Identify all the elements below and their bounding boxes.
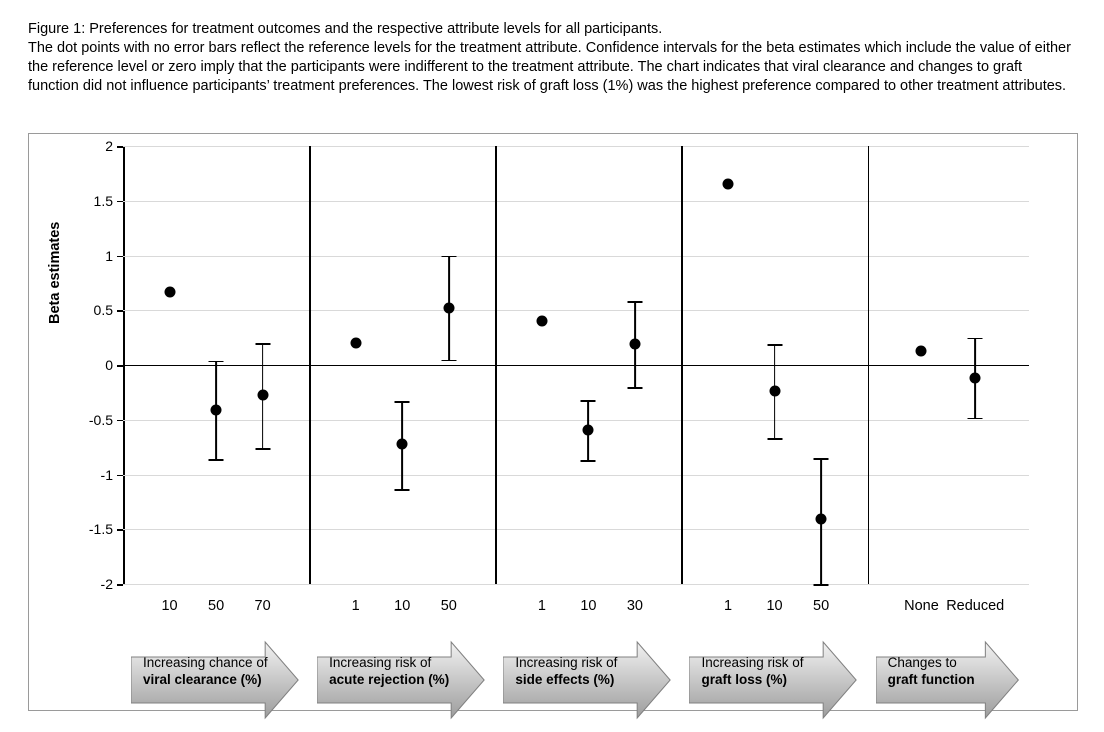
group-arrow-label: Changes to graft function	[887, 655, 975, 687]
y-axis-tick-label: 1.5	[93, 192, 113, 209]
group-arrow-label: Increasing chance of viral clearance (%)	[143, 655, 268, 687]
zero-line	[123, 365, 1029, 367]
y-axis-tick-label: -1	[100, 466, 113, 483]
error-bar-cap	[767, 438, 782, 440]
x-axis-tick-label: 1	[351, 598, 360, 614]
error-bar-cap	[627, 387, 642, 389]
error-bar-cap	[581, 460, 596, 462]
gridline	[123, 146, 1029, 147]
x-axis-tick-label: None	[904, 598, 939, 614]
x-axis-tick-label: 30	[626, 598, 644, 614]
x-axis-tick-label: 50	[440, 598, 457, 614]
data-point	[211, 404, 222, 415]
y-axis-tick-label: 2	[105, 138, 113, 154]
x-axis-tick-label: 10	[394, 598, 411, 614]
data-point	[723, 179, 734, 190]
error-bar-cap	[209, 361, 224, 363]
x-axis-tick-label: 70	[254, 598, 271, 614]
gridline	[123, 201, 1029, 202]
y-axis-title: Beta estimates	[47, 221, 63, 324]
y-axis-tick-label: 0	[105, 357, 113, 373]
group-arrow-label: Increasing risk of acute rejection (%)	[329, 655, 450, 687]
group-arrow	[876, 640, 1019, 720]
group-arrow	[317, 640, 485, 720]
error-bar-cap	[581, 400, 596, 402]
data-point	[443, 303, 454, 314]
y-axis-tick	[117, 146, 123, 148]
error-bar-cap	[395, 401, 410, 403]
x-axis-tick-label: 10	[580, 598, 597, 614]
y-axis-tick	[117, 201, 123, 203]
error-bar-cap	[767, 344, 782, 346]
gridline	[123, 529, 1029, 530]
x-axis-tick-label: 50	[813, 598, 830, 614]
plot-area	[88, 138, 1029, 687]
chart-container	[28, 133, 1078, 711]
y-axis-tick	[117, 420, 123, 422]
group-separator	[495, 146, 497, 584]
figure-caption	[28, 20, 1076, 96]
error-bar-cap	[968, 418, 983, 420]
error-bar-cap	[441, 256, 456, 258]
y-axis-tick	[117, 256, 123, 258]
data-point	[769, 386, 780, 397]
data-point	[257, 389, 268, 400]
group-separator	[868, 146, 870, 584]
gridline	[123, 584, 1029, 585]
y-axis-tick-label: 0.5	[93, 302, 113, 319]
group-arrow	[131, 640, 299, 720]
error-bar-cap	[255, 343, 270, 345]
y-axis-tick	[117, 310, 123, 312]
error-bar-cap	[255, 448, 270, 450]
y-axis-tick	[117, 365, 123, 367]
caption-body: The dot points with no error bars reflect the reference levels for the treatment attribute. Confidence intervals for the beta estimates which include the value of either the reference level or zero imply that the participants were indifferent to the treatment attribute. The chart indicates that viral clearance and changes to graft function did not influence participants’ treatment preferences. The lowest risk of graft loss (1%) was the highest preference compared to other treatment attributes.	[28, 40, 1071, 94]
data-point	[970, 373, 981, 384]
data-point	[350, 338, 361, 349]
error-bar-cap	[814, 458, 829, 460]
y-axis-tick	[117, 584, 123, 586]
group-separator	[309, 146, 311, 584]
group-arrow	[503, 640, 671, 720]
error-bar-cap	[441, 360, 456, 362]
y-axis-tick	[117, 529, 123, 531]
error-bar-cap	[627, 301, 642, 303]
y-axis-tick-label: -1.5	[88, 521, 113, 538]
x-axis-tick-label: 50	[208, 598, 225, 614]
data-point	[583, 424, 594, 435]
data-point	[536, 316, 547, 327]
gridline	[123, 475, 1029, 476]
group-separator	[681, 146, 683, 584]
gridline	[123, 420, 1029, 421]
x-axis-tick-label: 10	[161, 598, 178, 614]
error-bar-cap	[395, 489, 410, 491]
data-point	[816, 514, 827, 525]
gridline	[123, 256, 1029, 257]
gridline	[123, 310, 1029, 311]
x-axis-tick-label: Reduced	[946, 598, 1005, 614]
x-axis-tick-label: 1	[723, 598, 733, 614]
data-point	[916, 345, 927, 356]
group-arrow-label: Increasing risk of side effects (%)	[515, 655, 618, 687]
group-arrow	[689, 640, 857, 720]
y-axis-tick-label: -2	[100, 576, 113, 592]
x-axis-tick-label: 10	[766, 598, 783, 614]
data-point	[397, 438, 408, 449]
error-bar-cap	[968, 338, 983, 340]
caption-title: Figure 1: Preferences for treatment outcomes and the respective attribute levels for all participants.	[28, 21, 663, 37]
error-bar-cap	[814, 584, 829, 586]
y-axis-tick-label: -0.5	[88, 411, 113, 428]
y-axis-tick	[117, 475, 123, 477]
x-axis-tick-label: 1	[537, 598, 546, 614]
y-axis-tick-label: 1	[105, 247, 113, 264]
group-arrow-label: Increasing risk of graft loss (%)	[701, 655, 804, 687]
data-point	[629, 339, 640, 350]
data-point	[164, 286, 175, 297]
error-bar-cap	[209, 459, 224, 461]
